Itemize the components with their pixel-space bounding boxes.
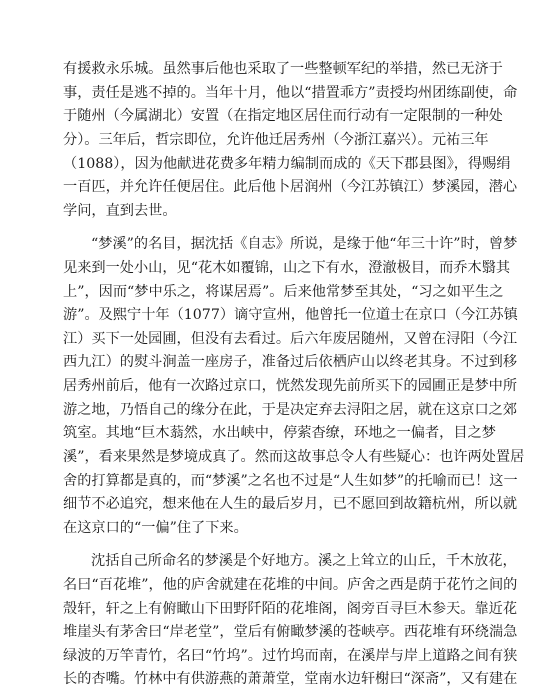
text-line: 学问，直到去世。	[63, 202, 177, 219]
text-line: 于随州（今属湖北）安置（在指定地区居住而行动有一定限制的一种处	[63, 108, 503, 125]
text-line: 堆崖头有茅舍曰“岸老堂”，堂后有俯瞰梦溪的苍峡亭。西花堆有环绕湍急	[63, 624, 518, 641]
text-line: 西九江）的熨斗涧盖一座房子，准备过后依栖庐山以终老其身。不过到移	[63, 354, 518, 371]
text-line: 一百匹，并允许任便居住。此后他卜居润州（今江苏镇江）梦溪园，潜心	[63, 179, 518, 196]
text-line: 绿波的万竿青竹，名曰“竹坞”。过竹坞而南，在溪岸与岸上道路之间有狭	[63, 647, 518, 664]
text-line: 舍的打算都是真的，而“梦溪”之名也不过是“人生如梦”的托喻而已！这一	[63, 472, 518, 489]
text-line: 上”，因而“梦中乐之，将谋居焉”。后来他常梦至其处，“习之如平生之	[63, 283, 504, 300]
text-line: 江）买下一处园圃，但没有去看过。后六年废居随州，又曾在浔阳（今江	[63, 330, 518, 347]
text-line: 事，责任是逃不掉的。当年十月，他以“措置乖方”责授均州团练副使，命	[63, 84, 518, 101]
text-line: 游之地，乃悟自己的缘分在此，于是决定弃去浔阳之居，就在这京口之郊	[63, 401, 518, 418]
paragraph-first-line: 沈括自己所命名的梦溪是个好地方。溪之上耸立的山丘，千木放花，	[91, 553, 517, 570]
text-line: 名曰“百花堆”，他的庐舍就建在花堆的中间。庐舍之西是荫于花竹之间的	[63, 576, 518, 593]
text-line: 细节不必追究，想来他在人生的最后岁月，已不愿回到故籍杭州，所以就	[63, 496, 518, 513]
text-line: 殼轩，轩之上有俯瞰山下田野阡陌的花堆阁，阁旁百寻巨木参天。靠近花	[63, 600, 518, 617]
text-line: 有援救永乐城。虽然事后他也采取了一些整顿军纪的举措，然已无济于	[63, 61, 503, 77]
text-line: （1088），因为他献进花费多年精力编制而成的《天下郡县图》，得赐绢	[63, 155, 511, 172]
text-line: 居秀州前后，他有一次路过京口，恍然发现先前所买下的园圃正是梦中所	[63, 378, 518, 394]
text-line: 分）。三年后，哲宗即位，允许他迁居秀州（今浙江嘉兴）。元祐三年	[63, 131, 489, 148]
text-line: 在这京口的“一偏”住了下来。	[63, 519, 248, 536]
text-line: 见来到一处小山，见“花木如覆锦，山之下有水，澄澈极目，而乔木翳其	[63, 259, 511, 276]
text-line: 游”。及熙宁十年（1077）谪守宣州，他曾托一位道士在京口（今江苏镇	[63, 307, 518, 324]
text-line: 筑室。其地“巨木蓊然，水出峡中，停萦杳缭，环地之一偏者，目之梦	[63, 425, 496, 442]
text-line: 长的杏嘴。竹林中有供游燕的萧萧堂，堂南水边轩榭曰“深斋”，又有建在	[63, 671, 518, 688]
text-line: 溪”，看来果然是梦境成真了。然而这故事总令人有些疑心：也许两处置居	[63, 448, 525, 465]
paragraph-first-line: “梦溪”的名目，据沈括《自志》所说，是缘于他“年三十许”时，曾梦	[91, 236, 518, 253]
